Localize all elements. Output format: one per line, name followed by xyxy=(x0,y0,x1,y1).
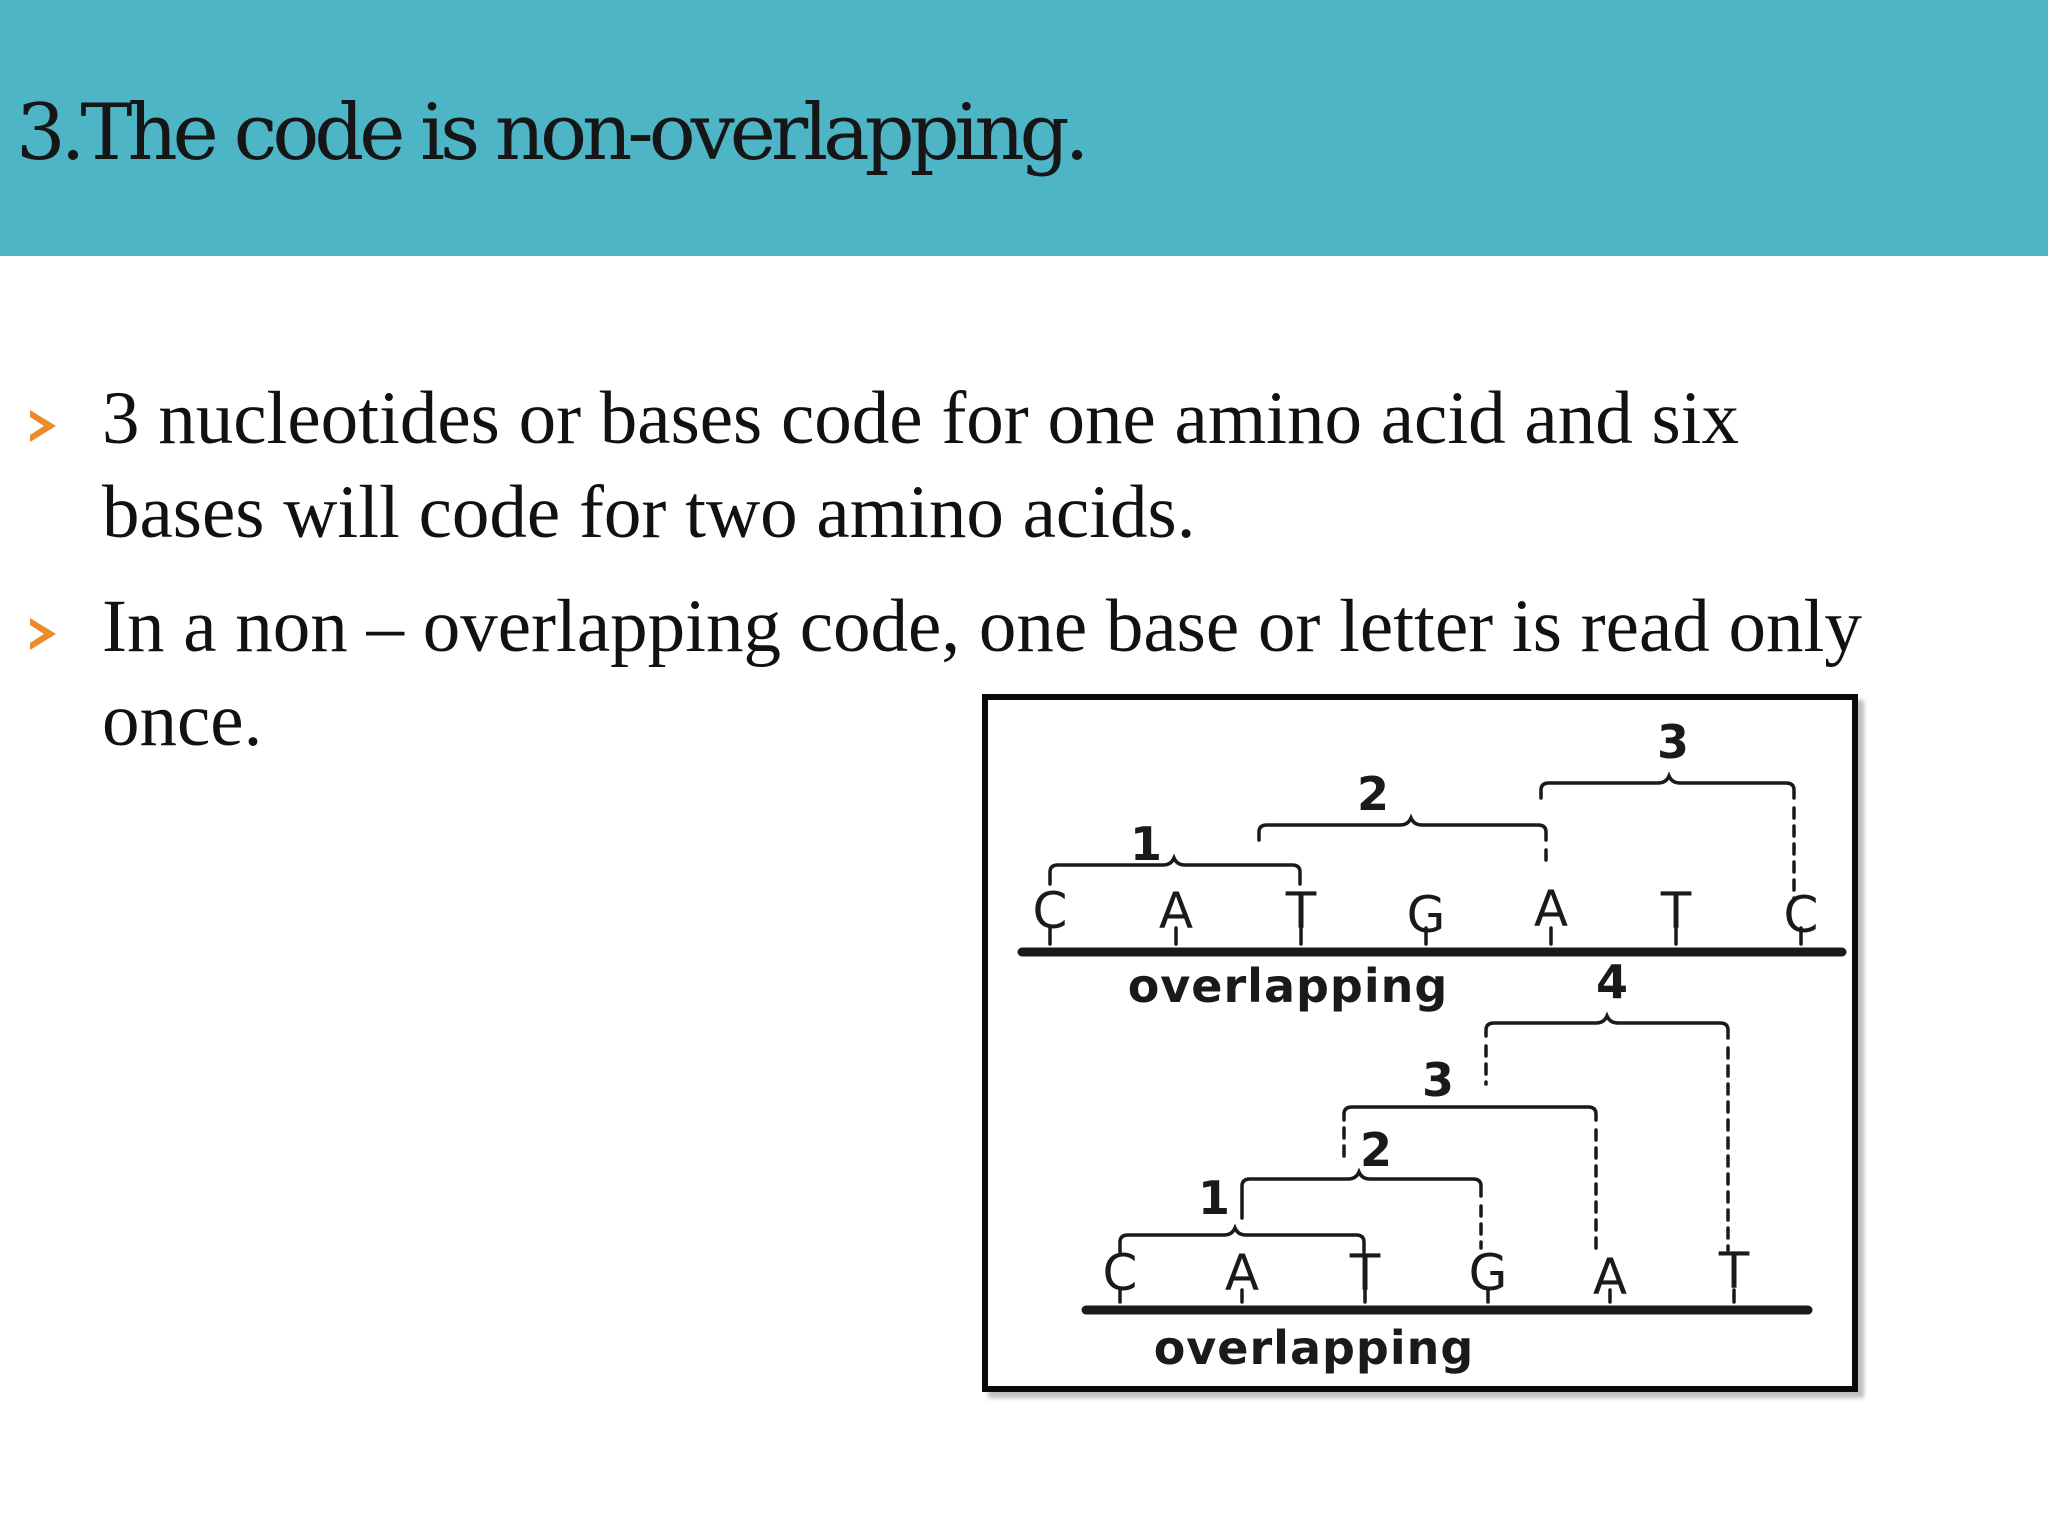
top-codon-number: 3 xyxy=(1656,715,1690,769)
bottom-base: A xyxy=(1224,1244,1260,1302)
bullet-2-line-1: In a non – overlapping code, one base or letter is read only xyxy=(102,585,1862,668)
bottom-base: A xyxy=(1592,1248,1628,1306)
codon-diagram xyxy=(982,694,1858,1392)
top-base: A xyxy=(1533,880,1569,938)
top-base: G xyxy=(1406,886,1446,944)
bottom-base: G xyxy=(1468,1244,1508,1302)
bullet-arrow-icon xyxy=(30,410,56,442)
bottom-codon-number: 4 xyxy=(1595,955,1629,1009)
bullet-1-line-1: 3 nucleotides or bases code for one amino acid and six xyxy=(102,377,1739,460)
bottom-base: T xyxy=(1718,1242,1750,1300)
bullet-2-line-2: once. xyxy=(102,679,263,762)
top-brace-1 xyxy=(1050,858,1300,884)
top-brace-3 xyxy=(1541,776,1794,798)
bottom-brace-2 xyxy=(1242,1172,1481,1218)
top-base: C xyxy=(1783,886,1819,944)
bottom-caption: overlapping xyxy=(1153,1321,1475,1375)
top-base: A xyxy=(1158,882,1194,940)
top-base: T xyxy=(1285,882,1317,940)
bottom-base: T xyxy=(1349,1244,1381,1302)
codon-diagram-svg xyxy=(988,700,1852,1386)
bottom-base: C xyxy=(1102,1244,1138,1302)
top-brace-2 xyxy=(1259,818,1546,840)
top-caption: overlapping xyxy=(1127,959,1449,1013)
top-base: T xyxy=(1660,882,1692,940)
bottom-codon-number: 3 xyxy=(1421,1053,1455,1107)
bottom-codon-number: 1 xyxy=(1197,1171,1231,1225)
bottom-brace-3 xyxy=(1344,1107,1596,1120)
bullet-1-line-2: bases will code for two amino acids. xyxy=(102,471,1196,554)
top-codon-number: 2 xyxy=(1356,767,1390,821)
slide-title: 3.The code is non-overlapping. xyxy=(16,88,1085,178)
bottom-codon-number: 2 xyxy=(1359,1123,1393,1177)
bottom-brace-4 xyxy=(1486,1016,1728,1038)
top-base: C xyxy=(1032,882,1068,940)
top-codon-number: 1 xyxy=(1129,817,1163,871)
bullet-arrow-icon xyxy=(30,618,56,650)
